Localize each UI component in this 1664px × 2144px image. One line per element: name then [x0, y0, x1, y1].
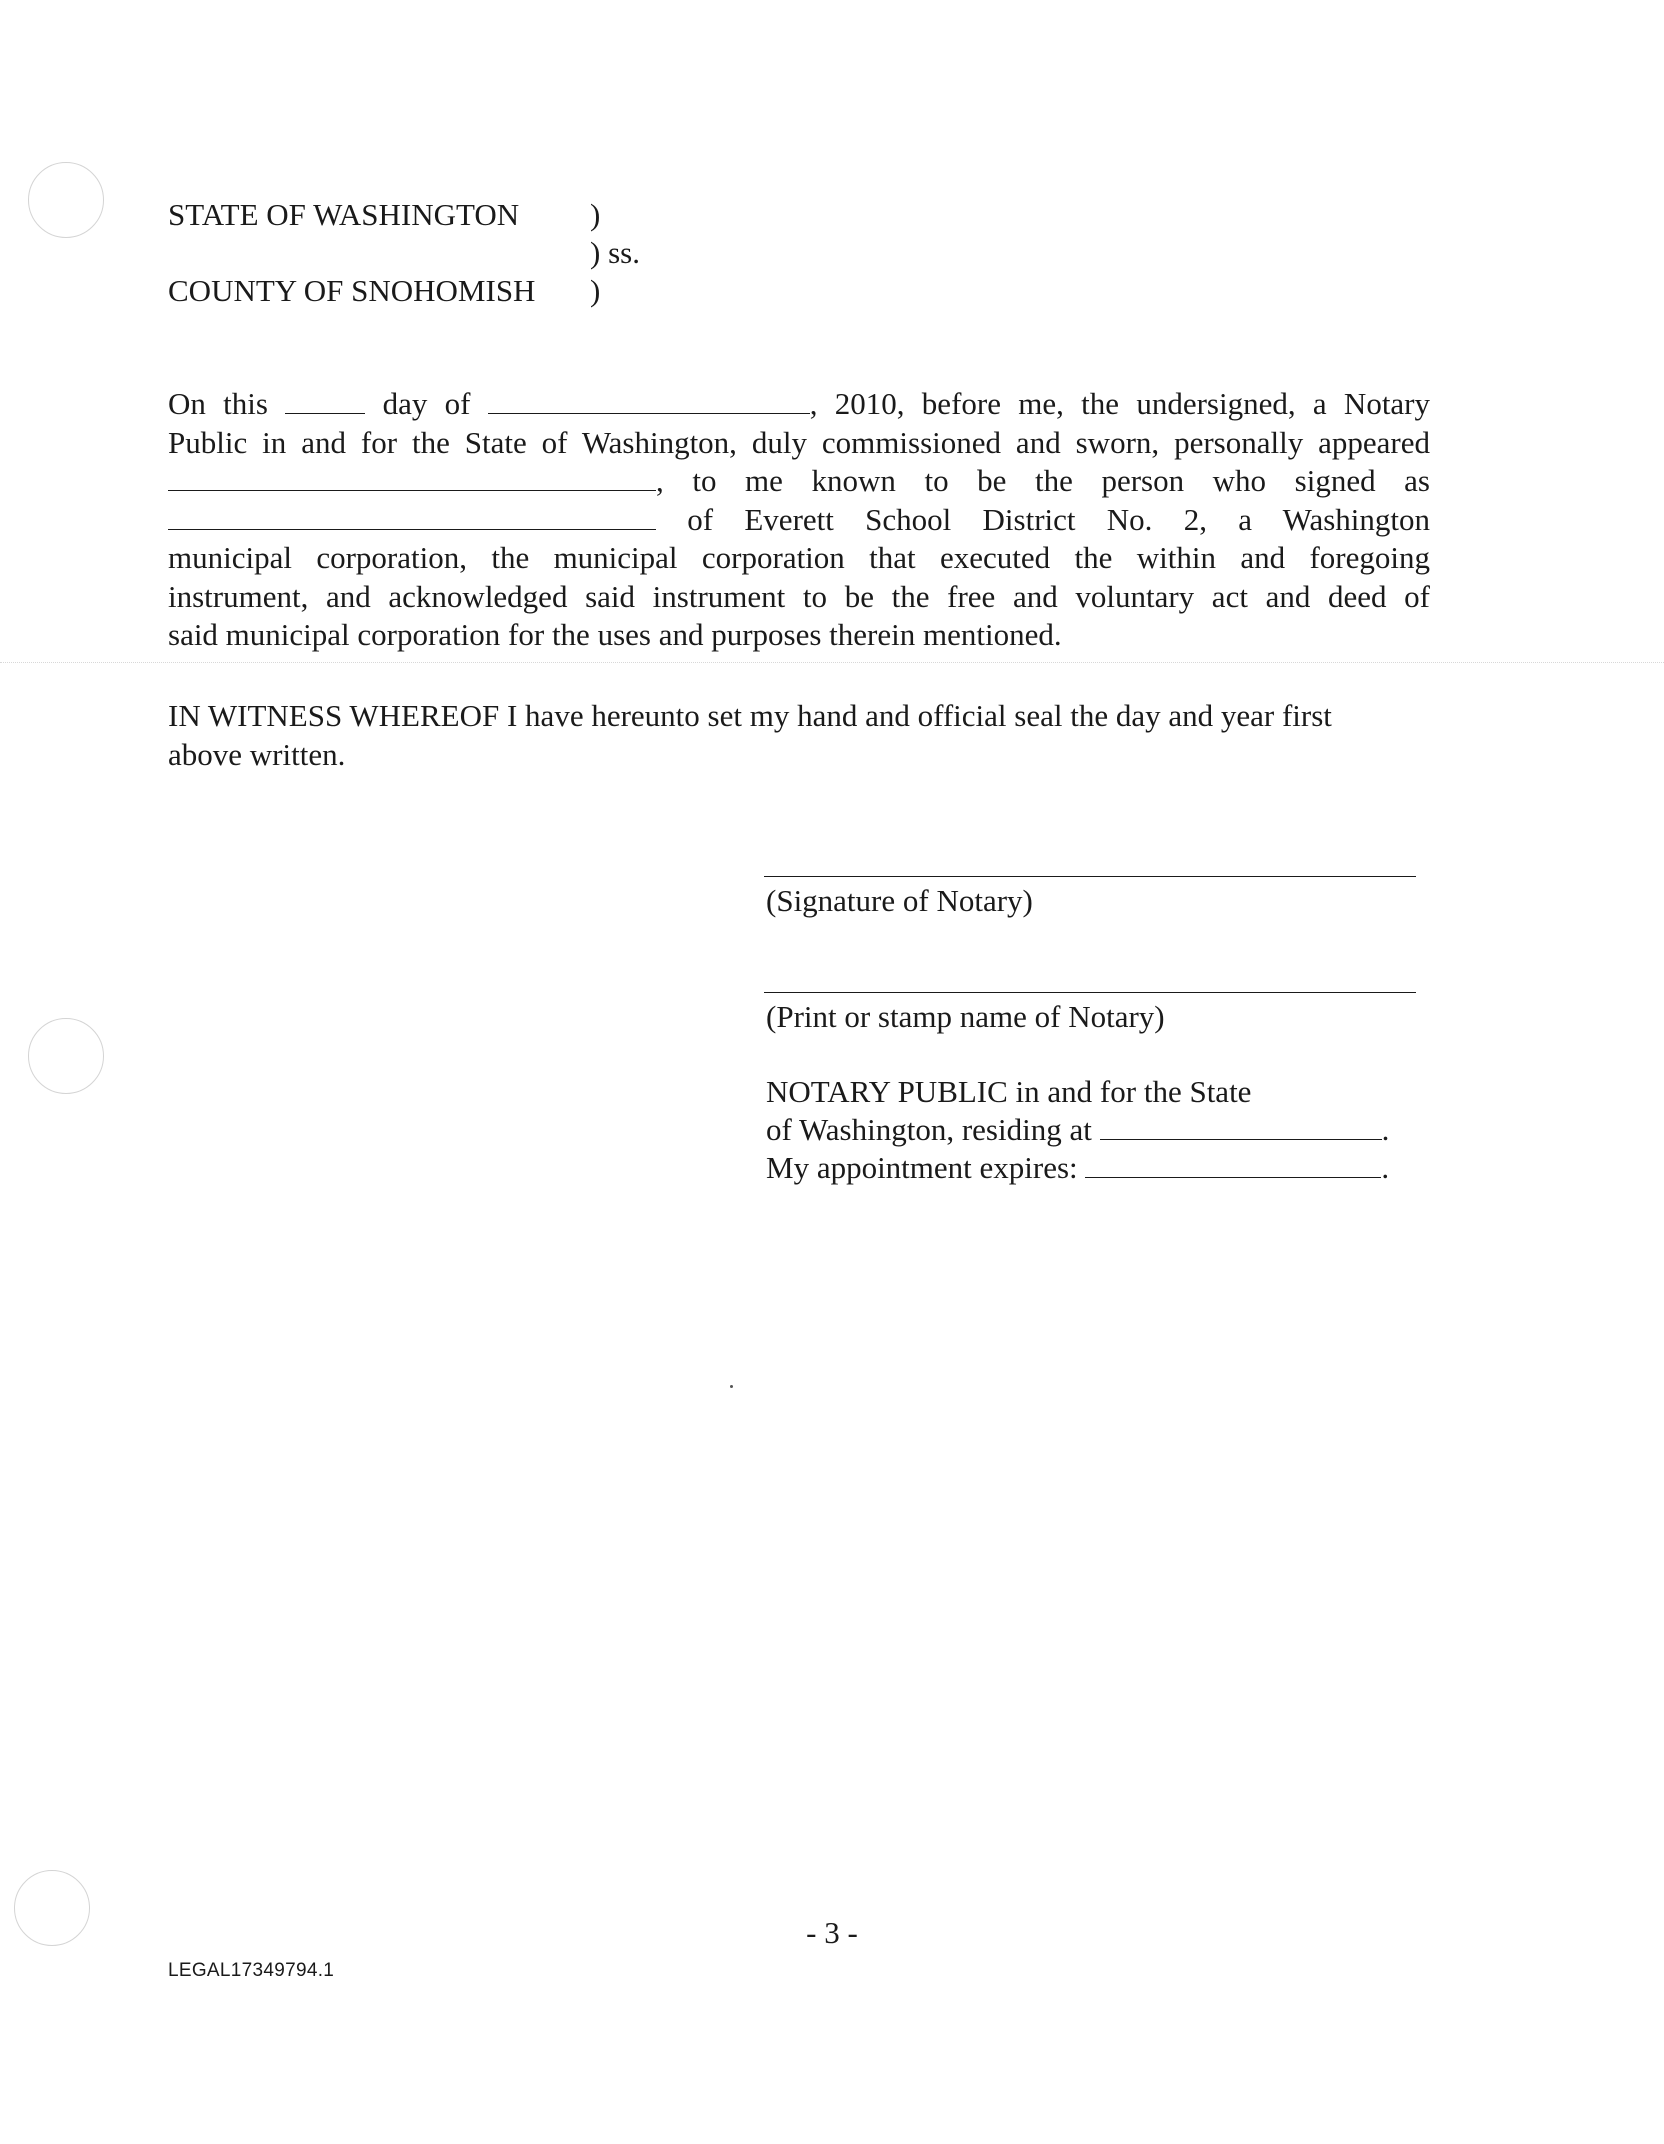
venue-paren: ): [590, 197, 601, 232]
notary-public-line3: My appointment expires: .: [766, 1150, 1390, 1185]
notary-public-line1: NOTARY PUBLIC in and for the State: [766, 1074, 1252, 1109]
ack-line-2: Public in and for the State of Washington, duly commissioned and sworn, personally appeared: [168, 424, 1430, 460]
notary-public-line2: of Washington, residing at .: [766, 1112, 1390, 1147]
notary-signature-line[interactable]: [764, 876, 1416, 877]
signature-label: (Signature of Notary): [766, 883, 1033, 918]
witness-paragraph: [168, 697, 1430, 774]
ack-line-5: municipal corporation, the municipal corporation that executed the within and foregoing: [168, 540, 1430, 575]
day-blank[interactable]: [285, 387, 365, 414]
venue-paren: ): [590, 273, 601, 308]
ack-line-7: said municipal corporation for the uses and purposes therein mentioned.: [168, 617, 1062, 652]
appointment-expires-blank[interactable]: [1085, 1151, 1381, 1178]
ack-line-6: instrument, and acknowledged said instrument to be the free and voluntary act and deed of: [168, 578, 1430, 614]
witness-line-2: above written.: [168, 736, 346, 772]
residing-at-blank[interactable]: [1100, 1113, 1382, 1140]
document-id: LEGAL17349794.1: [168, 1960, 335, 1981]
page-number: - 3 -: [806, 1915, 858, 1950]
venue-ss: ) ss.: [590, 235, 640, 270]
notary-name-line[interactable]: [764, 992, 1416, 993]
venue-county: COUNTY OF SNOHOMISH: [168, 273, 536, 308]
acknowledgment-paragraph: [168, 385, 1430, 655]
ack-line-3: , to me known to be the person who signed as: [168, 462, 1430, 501]
venue-state: STATE OF WASHINGTON: [168, 197, 520, 232]
month-blank[interactable]: [488, 387, 810, 414]
ack-line-1: On this day of , 2010, before me, the undersigned, a Notary: [168, 386, 1431, 421]
scan-artifact-line: [0, 662, 1664, 663]
punch-hole: [28, 162, 104, 238]
title-blank[interactable]: [168, 503, 656, 530]
print-name-label: (Print or stamp name of Notary): [766, 999, 1165, 1034]
witness-line-1: IN WITNESS WHEREOF I have hereunto set my hand and official seal the day and year first: [168, 698, 1332, 733]
scan-speck: [730, 1385, 733, 1388]
ack-line-4: of Everett School District No. 2, a Washington: [168, 501, 1430, 540]
punch-hole: [28, 1018, 104, 1094]
appeared-name-blank[interactable]: [168, 464, 656, 491]
